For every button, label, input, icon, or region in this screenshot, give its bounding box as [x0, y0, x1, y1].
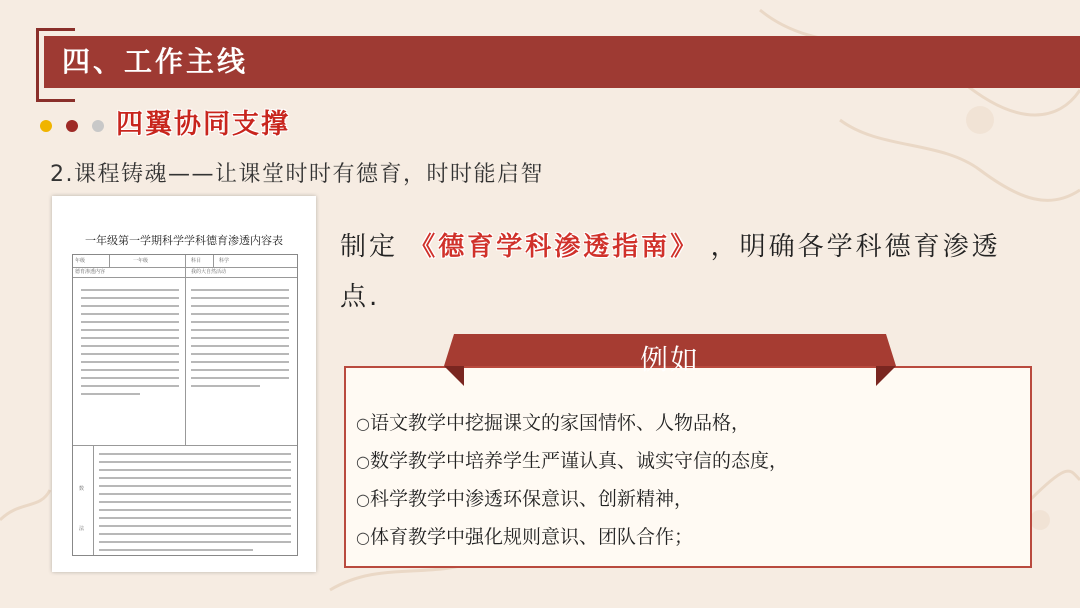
- example-text: 数学教学中培养学生严谨认真、诚实守信的态度，: [370, 450, 789, 472]
- circle-bullet-icon: ○: [356, 452, 370, 471]
- list-item: [356, 518, 788, 556]
- list-item: [356, 404, 788, 442]
- table-cell: 科目: [191, 258, 202, 264]
- table-cell: 数: [79, 486, 85, 492]
- table-cell: 法: [79, 526, 85, 532]
- circle-bullet-icon: ○: [356, 414, 370, 433]
- document-table: [72, 254, 298, 556]
- table-divider: [109, 255, 110, 267]
- table-divider: [185, 255, 186, 445]
- examples-label: 例如: [639, 343, 700, 376]
- table-divider: [93, 445, 94, 555]
- table-cell: 科学: [219, 258, 230, 264]
- page-title: 四、工作主线: [62, 45, 249, 78]
- document-title: 一年级第一学期科学学科德育渗透内容表: [85, 234, 283, 247]
- list-item: [356, 480, 788, 518]
- table-divider: [213, 255, 214, 267]
- document-text-lines: [191, 289, 289, 393]
- table-cell: 一年级: [133, 258, 149, 264]
- topic-heading: 2.课程铸魂——让课堂时时有德育，时时能启智: [50, 162, 544, 187]
- table-divider: [73, 445, 297, 446]
- table-cell: 我的大自然活动: [191, 269, 227, 275]
- section-subheading: 四翼协同支撑: [116, 109, 290, 140]
- examples-list: [356, 404, 788, 556]
- example-text: 体育教学中强化规则意识、团队合作；: [370, 526, 694, 548]
- document-thumbnail: [52, 196, 316, 572]
- gray-dot-icon: [92, 120, 104, 132]
- document-text-lines: [99, 453, 291, 557]
- guideline-title-highlight: 《德育学科渗透指南》: [409, 232, 700, 262]
- document-text-lines: [81, 289, 179, 401]
- table-cell: 年级: [75, 258, 86, 264]
- statement-suffix: ，明确各学科德育渗透点.: [340, 232, 1001, 312]
- list-item: [356, 442, 788, 480]
- example-text: 语文教学中挖掘课文的家国情怀、人物品格，: [370, 412, 751, 434]
- table-cell: 德育渗透内容: [75, 269, 106, 275]
- red-dot-icon: [66, 120, 78, 132]
- circle-bullet-icon: ○: [356, 490, 370, 509]
- example-text: 科学教学中渗透环保意识、创新精神，: [370, 488, 694, 510]
- main-statement: [340, 222, 1030, 322]
- circle-bullet-icon: ○: [356, 528, 370, 547]
- gold-dot-icon: [40, 120, 52, 132]
- statement-prefix: 制定: [340, 232, 399, 262]
